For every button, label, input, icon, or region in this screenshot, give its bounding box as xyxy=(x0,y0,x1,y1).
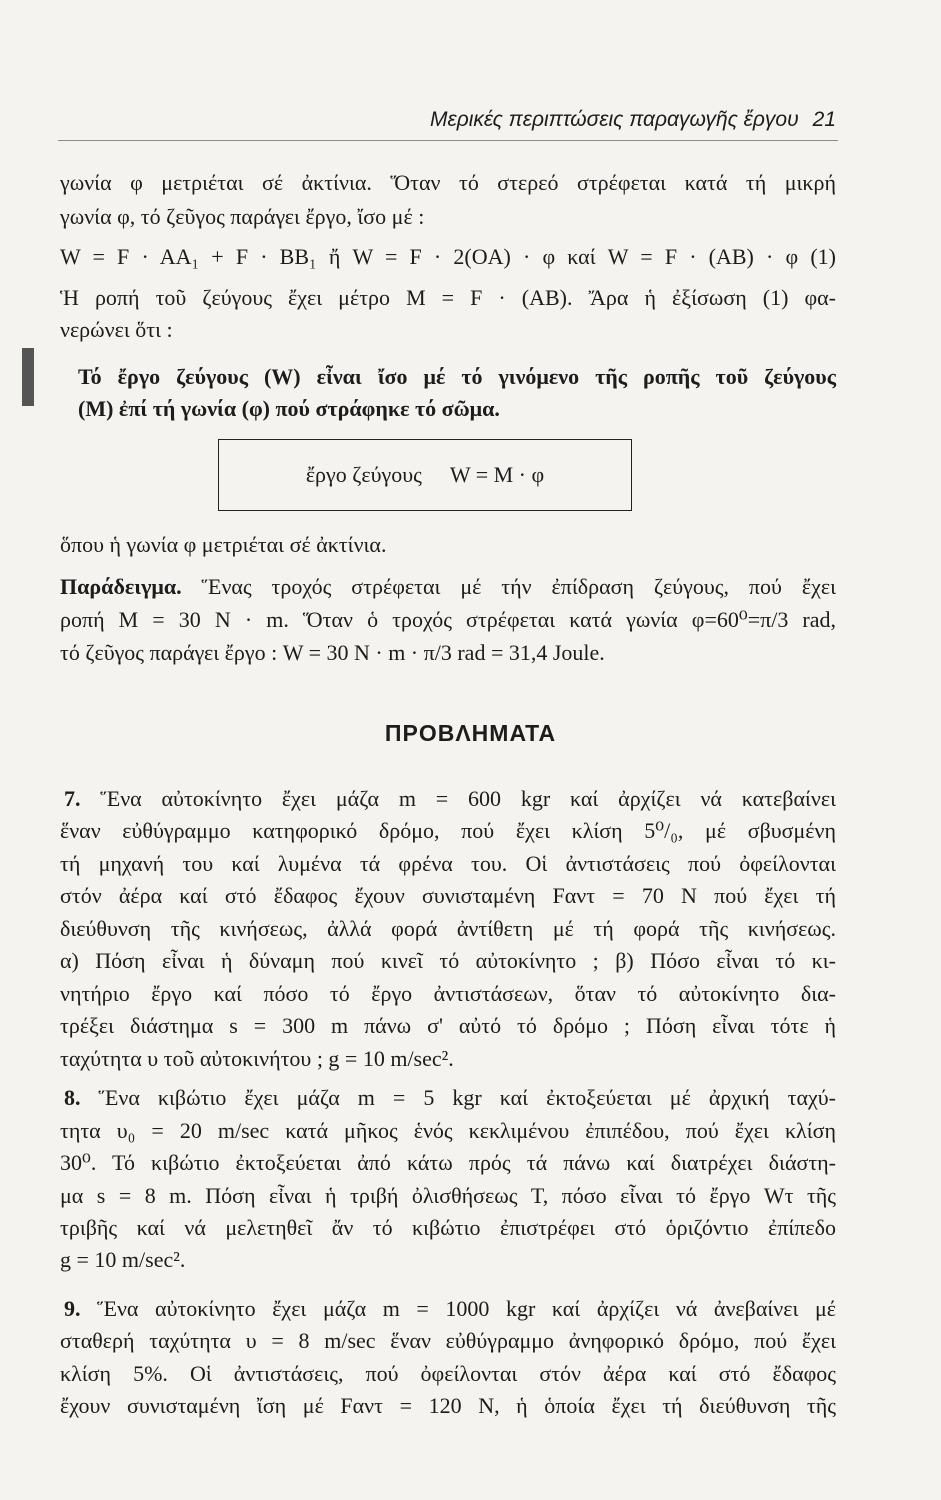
header-rule xyxy=(58,140,838,141)
problems-heading: ΠΡΟΒΛΗΜΑΤΑ xyxy=(384,720,557,746)
highlight-line: (M) ἐπί τή γωνία (φ) πού στράφηκε τό σῶμα. xyxy=(78,396,500,421)
problem-line: νητήριο ἔργο καί πόσο τό ἔργο ἀντιστάσεων, ὅταν τό αὐτοκίνητο δια- xyxy=(60,981,836,1006)
problem-line xyxy=(60,1294,836,1324)
problem-text: Ἕνα αὐτοκίνητο ἔχει μάζα m = 600 kgr καί ἀρχίζει νά κατεβαίνει xyxy=(100,786,836,811)
body-line: νερώνει ὅτι : xyxy=(60,317,173,342)
header-title: Μερικές περιπτώσεις παραγωγῆς ἔργου xyxy=(430,108,799,131)
problem-line: g = 10 m/sec². xyxy=(60,1247,186,1272)
body-line: Ἡ ροπή τοῦ ζεύγους ἔχει μέτρο M = F · (AB). Ἄρα ἡ ἐξίσωση (1) φα- xyxy=(60,285,836,310)
problem-line: α) Πόση εἶναι ἡ δύναμη πού κινεῖ τό αὐτοκίνητο ; β) Πόσο εἶναι τό κι- xyxy=(60,948,836,973)
example-text: Ἕνας τροχός στρέφεται μέ τήν ἐπίδραση ζεύγους, πού ἔχει xyxy=(201,574,836,599)
page-number: 21 xyxy=(812,108,836,131)
problem-line: 30⁰. Τό κιβώτιο ἐκτοξεύεται ἀπό κάτω πρός τά πάνω καί διατρέχει διάστη- xyxy=(60,1150,836,1175)
example-line xyxy=(60,572,836,602)
example-title: Παράδειγμα. xyxy=(60,574,182,599)
problem-line: τρέξει διάστημα s = 300 m πάνω σ' αὐτό τό δρόμο ; Πόση εἶναι τότε ἡ xyxy=(60,1013,836,1038)
problem-number: 9. xyxy=(64,1296,81,1321)
problem-line: ἔχουν συνισταμένη ἴση μέ Fαντ = 120 N, ἡ ὁποία ἔχει τή διεύθυνση τῆς xyxy=(60,1393,836,1418)
problem-text: Ἕνα αὐτοκίνητο ἔχει μάζα m = 1000 kgr καί ἀρχίζει νά ἀνεβαίνει μέ xyxy=(97,1296,836,1321)
equation-line: W = F · AA₁ + F · BB₁ ἤ W = F · 2(OA) · φ καί W = F · (AB) · φ (1) xyxy=(60,244,836,269)
formula-label: ἔργο ζεύγους xyxy=(305,462,422,487)
example-line: ροπή M = 30 N · m. Ὅταν ὁ τροχός στρέφεται κατά γωνία φ=60⁰=π/3 rad, xyxy=(60,607,836,632)
problem-line: τριβῆς καί νά μελετηθεῖ ἄν τό κιβώτιο ἐπιστρέφει στό ὁριζόντιο ἐπίπεδο xyxy=(60,1215,836,1240)
emphasis-bar xyxy=(22,348,34,406)
problem-line: ταχύτητα υ τοῦ αὐτοκινήτου ; g = 10 m/sec². xyxy=(60,1046,454,1071)
formula-box xyxy=(218,439,632,511)
problem-line: κλίση 5%. Οἱ ἀντιστάσεις, πού ὀφείλονται στόν ἀέρα καί στό ἔδαφος xyxy=(60,1361,836,1386)
problem-line: μα s = 8 m. Πόση εἶναι ἡ τριβή ὀλισθήσεως T, πόσο εἶναι τό ἔργο Wτ τῆς xyxy=(60,1183,836,1208)
example-line: τό ζεῦγος παράγει ἔργο : W = 30 N · m · π/3 rad = 31,4 Joule. xyxy=(60,640,605,665)
problem-number: 7. xyxy=(64,786,81,811)
problem-line: τητα υ₀ = 20 m/sec κατά μῆκος ἑνός κεκλιμένου ἐπιπέδου, πού ἔχει κλίση xyxy=(60,1118,836,1143)
highlight-line: Τό ἔργο ζεύγους (W) εἶναι ἴσο μέ τό γινόμενο τῆς ροπῆς τοῦ ζεύγους xyxy=(78,364,836,389)
problem-line: σταθερή ταχύτητα υ = 8 m/sec ἕναν εὐθύγραμμο ἀνηφορικό δρόμο, πού ἔχει xyxy=(60,1328,836,1353)
body-line: γωνία φ, τό ζεῦγος παράγει ἔργο, ἴσο μέ : xyxy=(60,204,425,229)
problem-line: διεύθυνση τῆς κινήσεως, ἀλλά φορά ἀντίθετη μέ τή φορά τῆς κινήσεως. xyxy=(60,916,836,941)
body-line: ὅπου ἡ γωνία φ μετριέται σέ ἀκτίνια. xyxy=(60,532,387,557)
problem-number: 8. xyxy=(64,1085,81,1110)
formula: W = M · φ xyxy=(449,462,545,487)
body-line: γωνία φ μετριέται σέ ἀκτίνια. Ὅταν τό στερεό στρέφεται κατά τή μικρή xyxy=(60,170,836,195)
problem-line: στόν ἀέρα καί στό ἔδαφος ἔχουν συνισταμένη Fαντ = 70 N πού ἔχει τή xyxy=(60,883,836,908)
problem-text: Ἕνα κιβώτιο ἔχει μάζα m = 5 kgr καί ἐκτοξεύεται μέ ἀρχική ταχύ- xyxy=(98,1085,836,1110)
problem-line: ἕναν εὐθύγραμμο κατηφορικό δρόμο, πού ἔχει κλίση 5⁰/₀, μέ σβυσμένη xyxy=(60,818,836,843)
running-header xyxy=(60,108,836,132)
problem-line: τή μηχανή του καί λυμένα τά φρένα του. Οἱ ἀντιστάσεις πού ὀφείλονται xyxy=(60,851,836,876)
problem-line xyxy=(60,784,836,814)
problem-line xyxy=(60,1083,836,1113)
